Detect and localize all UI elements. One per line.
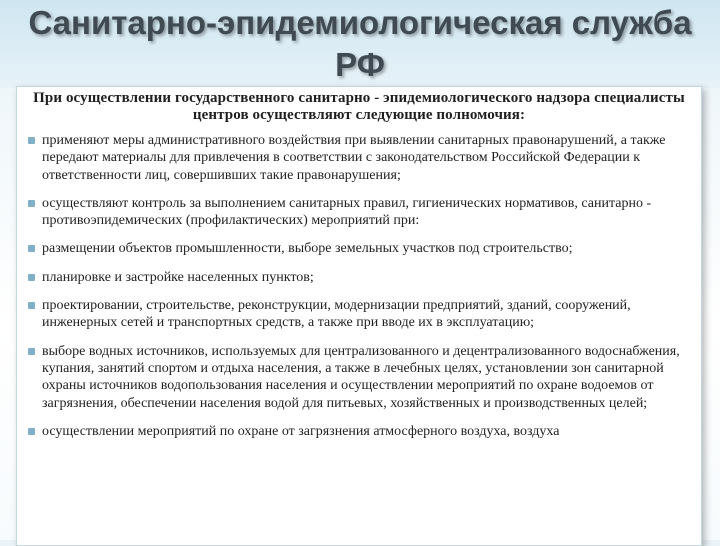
square-bullet-icon [28, 348, 35, 355]
list-item [27, 343, 691, 412]
square-bullet-icon [28, 137, 35, 144]
list-item-text: выборе водных источников, используемых для централизованного и децентрализованного водоснабжения, купания, занятий спортом и отдыха населения, а также в лечебных целях, установлении зон санитарной охраны источников водопользования населения и осуществлении мероприятий по охране водоемов от загрязнения, обеспечении населения водой для питьевых, хозяйственных и производственных целей; [42, 343, 680, 411]
list-item [27, 269, 691, 286]
slide-title [0, 2, 720, 86]
list-item [27, 423, 691, 440]
slide-title-line-2: РФ [335, 46, 385, 83]
square-bullet-icon [28, 302, 35, 309]
list-item-text: применяют меры административного воздействия при выявлении санитарных правонарушений, а также передают материалы для привлечения в соответствии с законодательством Российской Федерации к ответственности лиц, совершивших такие правонарушения; [42, 133, 666, 183]
square-bullet-icon [28, 245, 35, 252]
square-bullet-icon [28, 200, 35, 207]
list-item-text: осуществляют контроль за выполнением санитарных правил, гигиенических нормативов, санитарно - противоэпидемических (профилактических) мероприятий при: [42, 195, 652, 229]
list-item-text: планировке и застройке населенных пунктов; [42, 269, 314, 285]
list-item [27, 297, 691, 332]
bullet-list [27, 132, 691, 440]
slide-title-line-1: Санитарно-эпидемиологическая служба [28, 4, 692, 41]
list-item [27, 132, 691, 184]
square-bullet-icon [28, 428, 35, 435]
list-item [27, 195, 691, 230]
lead-paragraph: При осуществлении государственного санитарно - эпидемиологического надзора специалисты центров осуществляют следующие полномочия: [33, 90, 685, 123]
square-bullet-icon [28, 274, 35, 281]
list-item-text: проектировании, строительстве, реконструкции, модернизации предприятий, зданий, сооружений, инженерных сетей и транспортных средств, а также при вводе их в эксплуатацию; [42, 298, 631, 331]
content-box [16, 86, 702, 546]
list-item [27, 240, 691, 257]
list-item-text: размещении объектов промышленности, выборе земельных участков под строительство; [42, 241, 573, 257]
list-item-text: осуществлении мероприятий по охране от загрязнения атмосферного воздуха, воздуха [42, 423, 560, 439]
